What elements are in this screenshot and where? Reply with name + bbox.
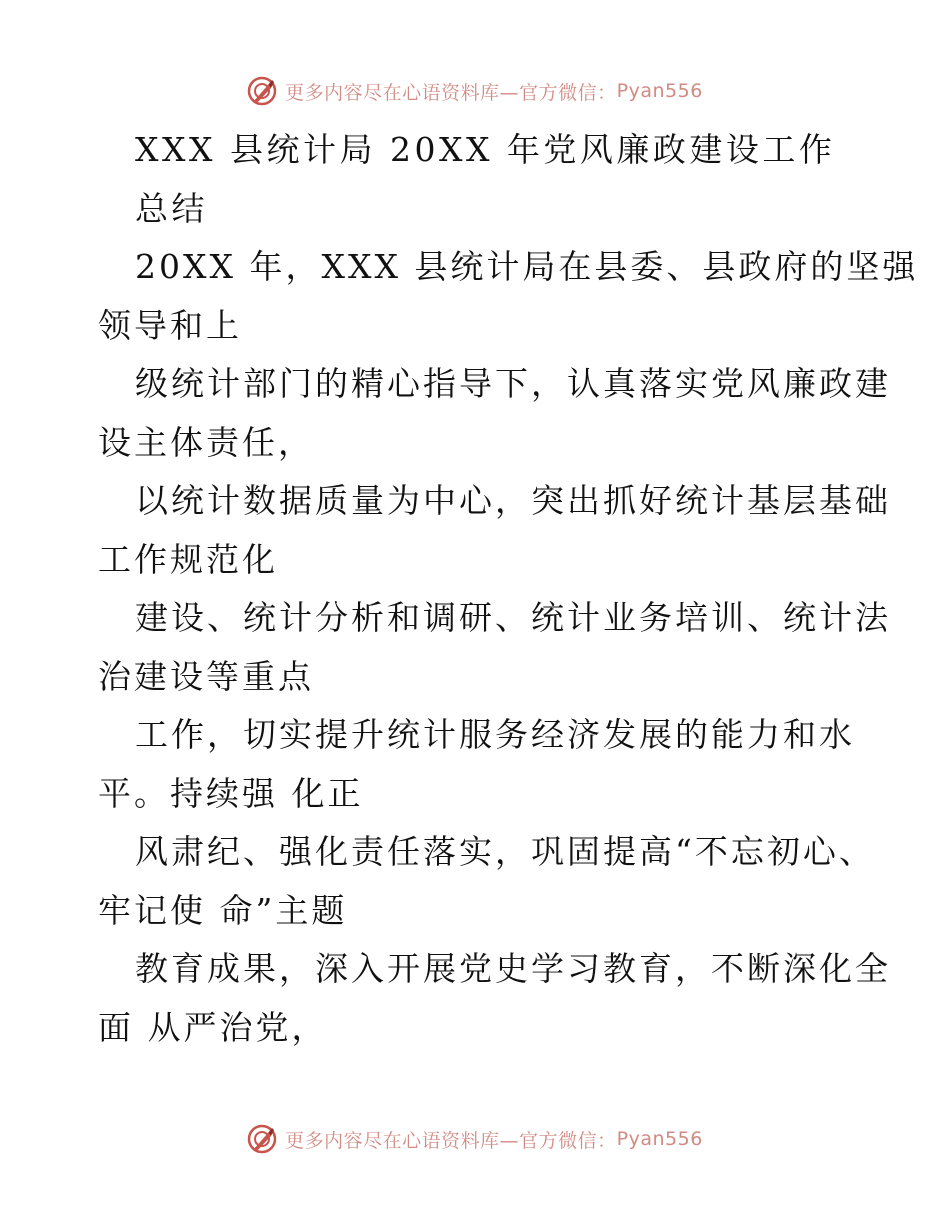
paragraph-line: 工作，切实提升统计服务经济发展的能力和水 (135, 715, 855, 754)
paragraph-line: 面 从严治党， (98, 1007, 328, 1047)
paragraph-line: 风肃纪、强化责任落实，巩固提高“不忘初心、 (135, 832, 875, 871)
paragraph-line: 以统计数据质量为中心，突出抓好统计基层基础 (135, 481, 891, 520)
paragraph-line: 级统计部门的精心指导下，认真落实党风廉政建 (135, 364, 891, 403)
header-watermark (0, 71, 950, 111)
watermark-text: 更多内容尽在心语资料库—官方微信： (285, 1129, 617, 1152)
paragraph-line: 设主体责任， (98, 422, 314, 462)
pen-logo-icon (247, 76, 277, 106)
document-body (98, 121, 918, 1057)
paragraph-line: 治建设等重点 (98, 656, 314, 696)
watermark-wechat-id: Pyan556 (616, 80, 703, 102)
footer-watermark (0, 1119, 950, 1159)
watermark-text: 更多内容尽在心语资料库—官方微信： (285, 81, 617, 104)
paragraph-line: 工作规范化 (98, 539, 278, 579)
paragraph-line: 领导和上 (98, 305, 242, 345)
paragraph-line: 建设、统计分析和调研、统计业务培训、统计法 (135, 598, 891, 637)
paragraph-line: 牢记使 命”主题 (98, 890, 348, 930)
watermark-wechat-id: Pyan556 (616, 1128, 703, 1150)
paragraph-line: 20XX 年，XXX 县统计局在县委、县政府的坚强 (135, 247, 919, 286)
paragraph-line: 平。持续强 化正 (98, 773, 364, 813)
document-title-line: XXX 县统计局 20XX 年党风廉政建设工作 (135, 130, 836, 169)
paragraph-line: 教育成果，深入开展党史学习教育，不断深化全 (135, 949, 891, 988)
pen-logo-icon (247, 1124, 277, 1154)
document-title-line: 总结 (135, 188, 208, 228)
